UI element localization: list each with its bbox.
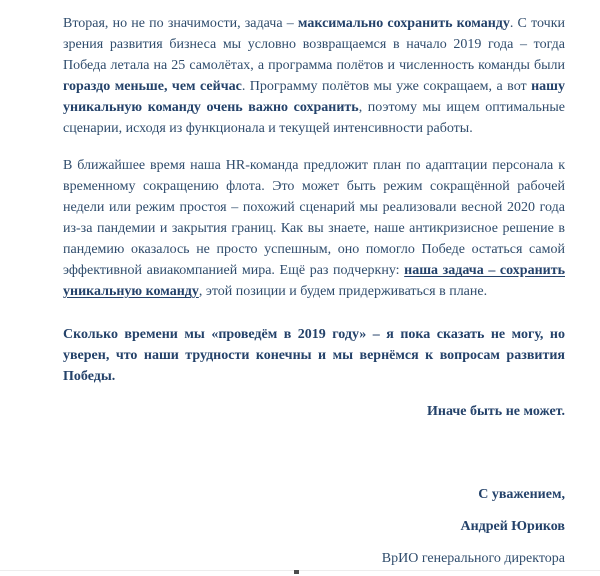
text-run: наша задача – сохранить уникальную команду [63, 263, 565, 299]
text-run: гораздо меньше, чем сейчас [63, 79, 242, 94]
text-run: В ближайшее время наша HR-команда предложит план по адаптации персонала к временному сокращению флота. Это может быть режим сокращённой рабочей недели или режим простоя – похожий сценарий мы реализовали весной 2020 года из-за пандемии и закрытия границ. Как вы знаете, наше антикризисное решение в пандемию оказалось не просто успешным, оно помогло Победе остаться самой эффективной авиакомпанией мира. Ещё раз подчеркну: [63, 158, 565, 278]
text-run: . С точки зрения развития бизнеса мы условно возвращаемся в начало 2019 года – тогда Победа летала на 25 самолётах, а программа полётов и численность команды были [63, 16, 565, 73]
signature-salutation: С уважением, [478, 487, 565, 502]
page-edge-mark [294, 570, 299, 574]
text-run: , поэтому мы ищем оптимальные сценарии, исходя из функционала и текущей интенсивности работы. [63, 100, 565, 136]
text-run: Сколько времени мы «проведём в 2019 году» – я пока сказать не могу, но уверен, что наши трудности конечны и мы вернёмся к вопросам развития Победы. [63, 327, 565, 384]
paragraph-2019-outlook [63, 324, 565, 387]
text-run: . Программу полётов мы уже сокращаем, а вот [241, 79, 532, 94]
emphasis-line: Иначе быть не может. [426, 404, 565, 419]
text-run: нашу уникальную команду очень важно сохранить [63, 79, 565, 115]
signature-name: Андрей Юриков [460, 519, 565, 534]
signature-title: ВрИО генерального директора [381, 551, 565, 566]
signature-block [63, 484, 565, 576]
paragraph-hr-plan [63, 155, 565, 302]
text-run: Вторая, но не по значимости, задача – [63, 16, 298, 31]
paragraph-save-team [63, 13, 565, 139]
page-bottom-divider [0, 570, 600, 571]
letter-content [63, 0, 565, 576]
text-run: максимально сохранить команду [297, 16, 510, 31]
text-run: , этой позиции и будем придерживаться в плане. [198, 284, 488, 299]
